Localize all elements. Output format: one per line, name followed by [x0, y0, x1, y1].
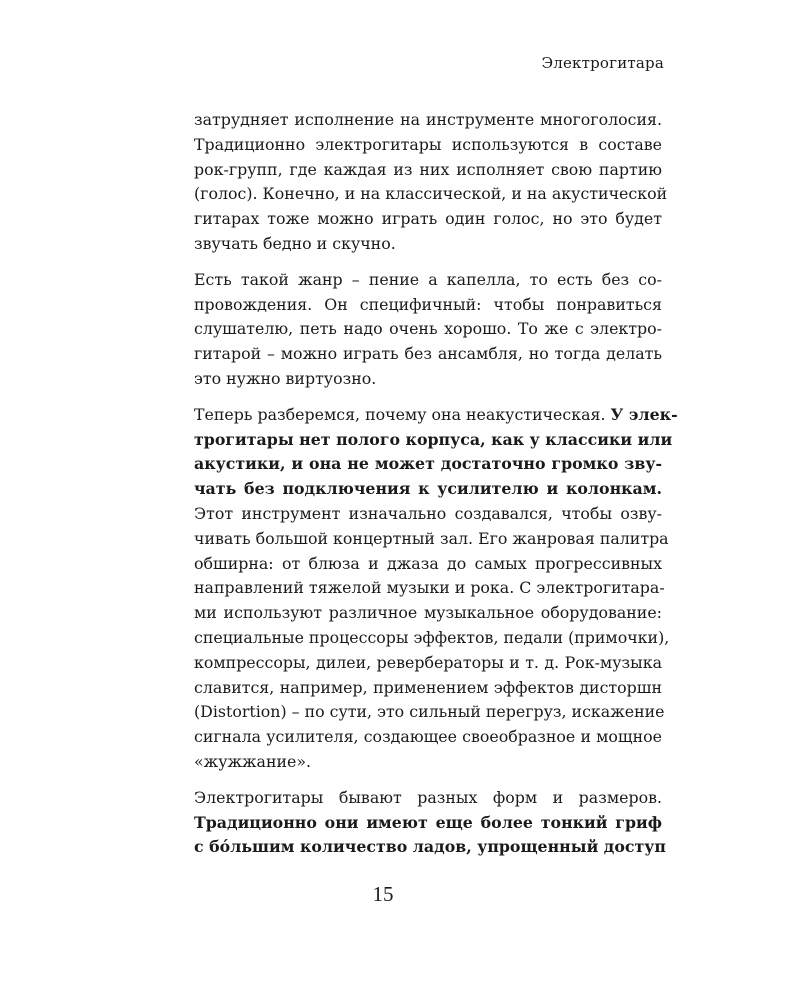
- running-head-title: Электрогитара: [541, 54, 664, 72]
- text-line: ми используют различное музыкальное оборудование:: [194, 603, 662, 623]
- text-line: направлений тяжелой музыки и рока. С электрогитара-: [194, 578, 665, 598]
- text-line: Традиционно электрогитары используются в составе: [194, 134, 662, 154]
- bold-text-line: Традиционно они имеют еще более тонкий гриф: [194, 812, 662, 832]
- text-line: гитарой – можно играть без ансамбля, но тогда делать: [194, 344, 662, 364]
- text-line: чивать большой концертный зал. Его жанровая палитра: [194, 528, 669, 548]
- text-line: «жужжание».: [194, 751, 312, 771]
- paragraph-1: [194, 108, 668, 257]
- paragraph-4: [194, 786, 666, 860]
- text-line: рок-групп, где каждая из них исполняет свою партию: [194, 159, 662, 179]
- text-line: затрудняет исполнение на инструменте многоголосия.: [194, 110, 662, 129]
- text-line: Электрогитары бывают разных форм и размеров.: [194, 787, 662, 807]
- text-line: (Distortion) – по сути, это сильный перегруз, искажение: [194, 702, 665, 722]
- bold-text-line: с бóльшим количество ладов, упрощенный доступ: [194, 837, 666, 857]
- text-span: Теперь разберемся, почему она неакустическая.: [194, 404, 611, 424]
- body-text: [194, 108, 678, 860]
- text-line: провождения. Он специфичный: чтобы понравиться: [194, 294, 662, 314]
- paragraph-2: [194, 268, 662, 392]
- text-line: специальные процессоры эффектов, педали (примочки),: [194, 627, 670, 647]
- text-line: это нужно виртуозно.: [194, 368, 377, 388]
- text-line: обширна: от блюза и джаза до самых прогрессивных: [194, 553, 662, 573]
- page-number: 15: [372, 882, 394, 906]
- bold-text-line: чать без подключения к усилителю и колонкам.: [194, 479, 662, 499]
- text-line: Этот инструмент изначально создавался, чтобы озву-: [194, 503, 662, 523]
- bold-text-span: У элек-: [610, 404, 678, 424]
- bold-text-line: акустики, и она не может достаточно громко зву-: [194, 454, 662, 474]
- text-line: слушателю, петь надо очень хорошо. То же с электро-: [194, 319, 662, 339]
- bold-text-line: трогитары нет полого корпуса, как у классики или: [194, 429, 673, 449]
- text-line: (голос). Конечно, и на классической, и на акустической: [194, 184, 668, 204]
- text-line: звучать бедно и скучно.: [194, 233, 396, 253]
- text-line: компрессоры, дилеи, ревербераторы и т. д. Рок-музыка: [194, 652, 662, 672]
- text-line: гитарах тоже можно играть один голос, но это будет: [194, 209, 662, 229]
- paragraph-3: [194, 403, 678, 775]
- text-line: Есть такой жанр – пение а капелла, то есть без со-: [194, 269, 662, 289]
- text-line: сигнала усилителя, создающее своеобразное и мощное: [194, 727, 662, 747]
- text-line-mixed: [194, 403, 678, 428]
- text-line: славится, например, применением эффектов дисторшн: [194, 677, 662, 697]
